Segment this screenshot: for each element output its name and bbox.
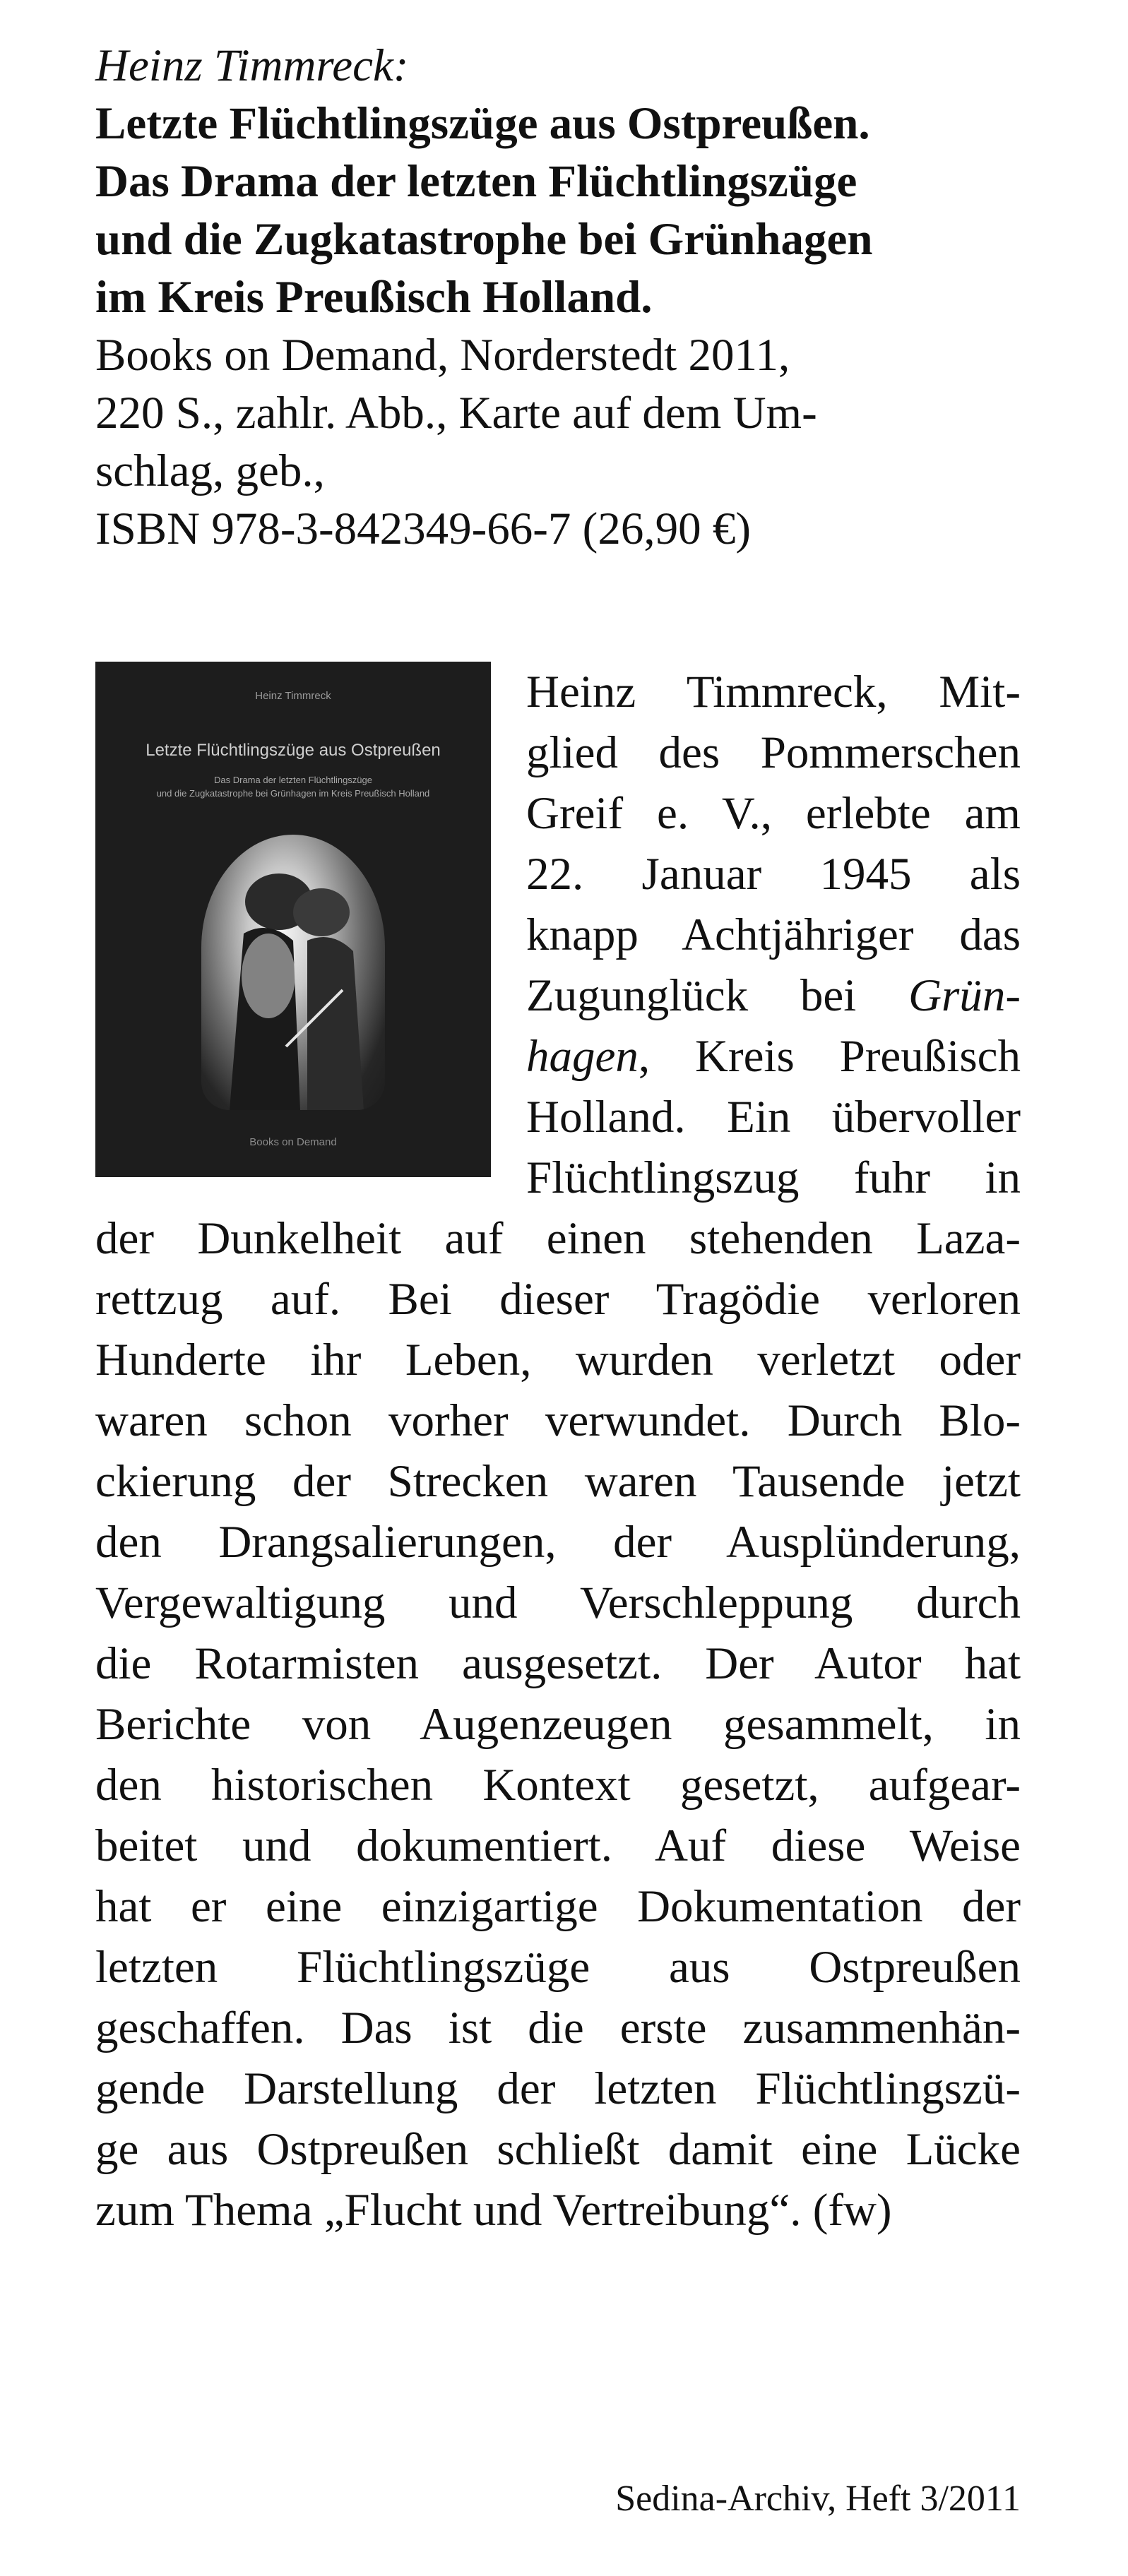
body-line: Heinz Timmreck, Mit- <box>526 667 1021 717</box>
book-title <box>95 95 1021 326</box>
book-title-line: Das Drama der letzten Flüchtlingszüge <box>95 156 857 207</box>
body-line: beitet und dokumentiert. Auf diese Weise <box>95 1820 1021 1871</box>
source-citation: Sedina-Archiv, Heft 3/2011 <box>615 2479 1021 2519</box>
review-body <box>95 662 1021 2241</box>
body-line: ge aus Ostpreußen schließt damit eine Lücke <box>95 2124 1021 2175</box>
body-line: zum Thema „Flucht und Vertreibung“. (fw) <box>95 2185 892 2236</box>
body-line: letzten Flüchtlingszüge aus Ostpreußen <box>95 1942 1021 1993</box>
cover-subtitle-line: und die Zugkatastrophe bei Grünhagen im Kreis Preußisch Holland <box>156 788 430 799</box>
place-name-italic: hagen <box>526 1031 639 1082</box>
body-line: glied des Pommerschen <box>526 727 1021 778</box>
cover-publisher: Books on Demand <box>249 1136 337 1148</box>
body-line: Berichte von Augenzeugen gesammelt, in <box>95 1699 1021 1750</box>
book-title-line: und die Zugkatastrophe bei Grünhagen <box>95 214 873 265</box>
body-line: Greif e. V., erlebte am <box>526 788 1021 839</box>
body-line: hat er eine einzigartige Dokumentation der <box>95 1881 1021 1932</box>
body-line: Holland. Ein übervoller <box>526 1092 1021 1143</box>
body-line: waren schon vorher verwundet. Durch Blo- <box>95 1395 1021 1446</box>
biblio-line: 220 S., zahlr. Abb., Karte auf dem Um- <box>95 388 817 439</box>
author-name: Heinz Timmreck: <box>95 40 409 91</box>
body-line: 22. Januar 1945 als <box>526 849 1021 900</box>
book-title-line: im Kreis Preußisch Holland. <box>95 272 653 323</box>
cover-author: Heinz Timmreck <box>255 690 331 702</box>
bibliographic-info <box>95 326 1021 558</box>
body-line: geschaffen. Das ist die erste zusammenhän- <box>95 2003 1021 2053</box>
body-line: rettzug auf. Bei dieser Tragödie verloren <box>95 1274 1021 1325</box>
biblio-line: Books on Demand, Norderstedt 2011, <box>95 330 790 381</box>
body-text-segment: Zugunglück bei <box>526 970 909 1021</box>
body-line: Vergewaltigung und Verschleppung durch <box>95 1578 1021 1628</box>
biblio-line: ISBN 978-3-842349-66-7 (26,90 €) <box>95 503 751 554</box>
body-line: knapp Achtjähriger das <box>526 910 1021 960</box>
body-line: Hunderte ihr Leben, wurden verletzt oder <box>95 1335 1021 1385</box>
cover-title: Letzte Flüchtlingszüge aus Ostpreußen <box>146 741 441 760</box>
body-line: den Drangsalierungen, der Ausplünderung, <box>95 1517 1021 1568</box>
body-line: die Rotarmisten ausgesetzt. Der Autor hat <box>95 1638 1021 1689</box>
body-line: ckierung der Strecken waren Tausende jetzt <box>95 1456 1021 1507</box>
biblio-line: schlag, geb., <box>95 446 325 496</box>
place-name-italic: Grün- <box>908 970 1021 1021</box>
body-line: den historischen Kontext gesetzt, aufgear- <box>95 1760 1021 1811</box>
body-text-segment: , Kreis Preußisch <box>638 1031 1021 1082</box>
body-line <box>526 1026 1021 1087</box>
body-line: gende Darstellung der letzten Flüchtlingszü- <box>95 2063 1021 2114</box>
review-header <box>95 37 1021 558</box>
book-title-line: Letzte Flüchtlingszüge aus Ostpreußen. <box>95 98 870 149</box>
cover-subtitle-line: Das Drama der letzten Flüchtlingszüge <box>214 775 372 785</box>
body-line: Flüchtlingszug fuhr in <box>526 1152 1021 1203</box>
body-line <box>526 965 1021 1026</box>
body-line: der Dunkelheit auf einen stehenden Laza- <box>95 1213 1021 1264</box>
